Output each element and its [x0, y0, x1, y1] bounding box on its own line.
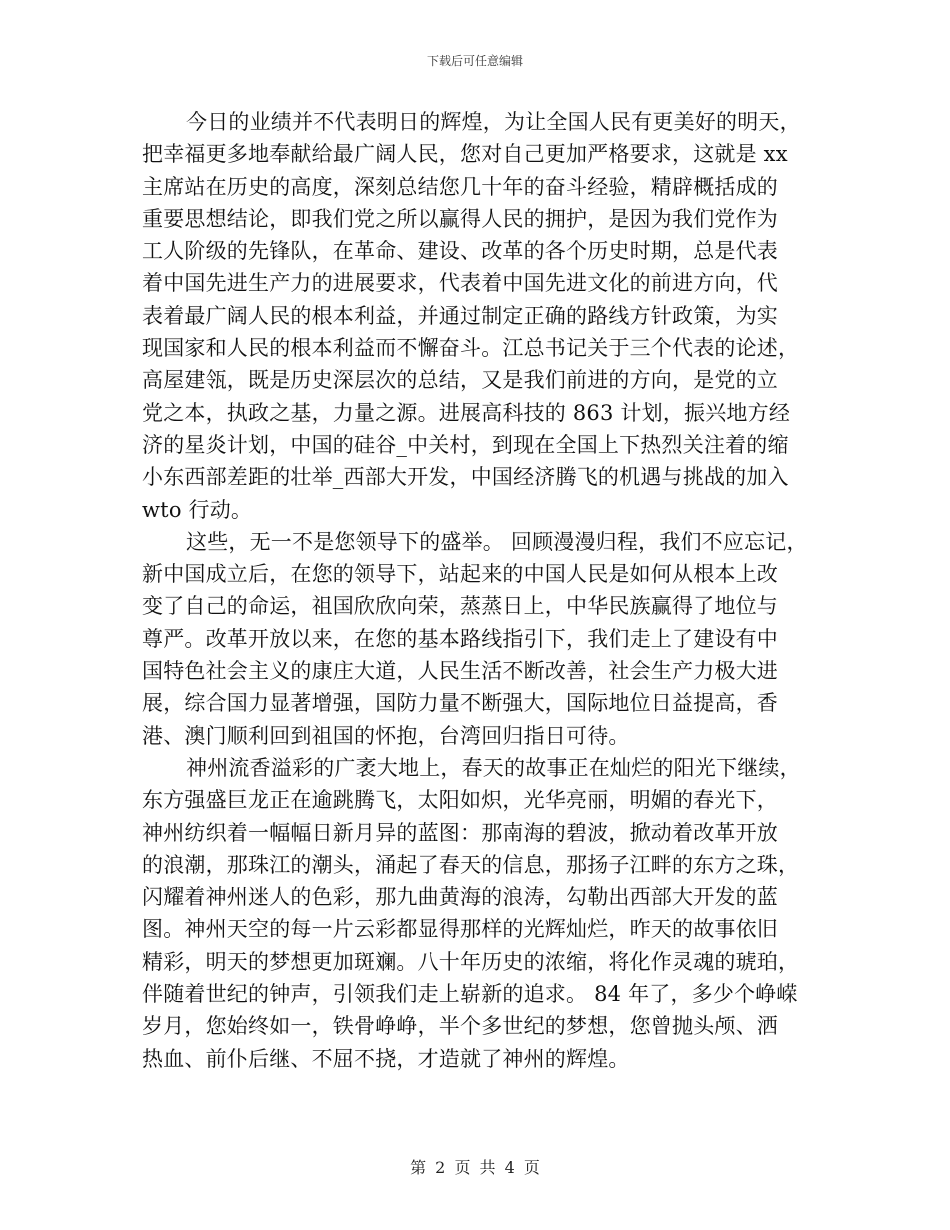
paragraph-line: 这些，无一不是您领导下的盛举。 回顾漫漫归程，我们不应忘记， — [186, 529, 808, 554]
paragraph-line: 展，综合国力显著增强，国防力量不断强大，国际地位日益提高，香 — [142, 691, 778, 716]
page-header: 下载后可任意编辑 — [426, 54, 523, 68]
paragraph-line: 图。神州天空的每一片云彩都显得那样的光辉灿烂，昨天的故事依旧 — [142, 917, 778, 942]
paragraph-line: 着中国先进生产力的进展要求，代表着中国先进文化的前进方向，代 — [142, 271, 778, 296]
page-number-footer: 第 2 页 共 4 页 — [410, 1158, 540, 1177]
paragraph-line: 工人阶级的先锋队，在革命、建设、改革的各个历史时期，总是代表 — [142, 239, 778, 264]
paragraph-line: 东方强盛巨龙正在逾跳腾飞，太阳如炽，光华亮丽，明媚的春光下， — [142, 788, 778, 813]
document-body — [142, 106, 822, 1075]
paragraph-line: 变了自己的命运，祖国欣欣向荣，蒸蒸日上，中华民族赢得了地位与 — [142, 594, 778, 619]
paragraph-line: 重要思想结论，即我们党之所以赢得人民的拥护，是因为我们党作为 — [142, 206, 778, 231]
paragraph-line: 尊严。改革开放以来，在您的基本路线指引下，我们走上了建设有中 — [142, 626, 778, 651]
paragraph-line: 热血、前仆后继、不屈不挠，才造就了神州的辉煌。 — [142, 1046, 630, 1071]
paragraph-line: 伴随着世纪的钟声，引领我们走上崭新的追求。 84 年了，多少个峥嵘 — [142, 982, 798, 1007]
paragraph-line: 现国家和人民的根本利益而不懈奋斗。江总书记关于三个代表的论述， — [142, 336, 800, 361]
paragraph-line: wto 行动。 — [142, 497, 253, 522]
paragraph-line: 今日的业绩并不代表明日的辉煌，为让全国人民有更美好的明天， — [186, 110, 801, 134]
paragraph-line: 闪耀着神州迷人的色彩，那九曲黄海的浪涛，勾勒出西部大开发的蓝 — [142, 885, 778, 910]
paragraph-line: 神州流香溢彩的广袤大地上，春天的故事正在灿烂的阳光下继续， — [186, 755, 801, 780]
paragraph-line: 港、澳门顺利回到祖国的怀抱，台湾回归指日可待。 — [142, 723, 630, 748]
paragraph-line: 新中国成立后，在您的领导下，站起来的中国人民是如何从根本上改 — [142, 562, 778, 587]
paragraph-line: 岁月，您始终如一，铁骨峥峥，半个多世纪的梦想，您曾抛头颅、洒 — [142, 1014, 778, 1039]
paragraph-1 — [142, 106, 822, 526]
paragraph-line: 济的星炎计划，中国的硅谷_中关村，到现在全国上下热烈关注着的缩 — [142, 432, 789, 457]
paragraph-line: 高屋建瓴，既是历史深层次的总结，又是我们前进的方向，是党的立 — [142, 368, 778, 393]
paragraph-line: 党之本，执政之基，力量之源。进展高科技的 863 计划，振兴地方经 — [142, 400, 791, 425]
paragraph-line: 的浪潮，那珠江的潮头，涌起了春天的信息，那扬子江畔的东方之珠， — [142, 852, 800, 877]
paragraph-line: 精彩，明天的梦想更加斑斓。八十年历史的浓缩，将化作灵魂的琥珀， — [142, 949, 800, 974]
paragraph-line: 国特色社会主义的康庄大道，人民生活不断改善，社会生产力极大进 — [142, 659, 778, 684]
paragraph-3 — [142, 752, 822, 1075]
paragraph-2 — [142, 526, 822, 752]
paragraph-line: 小东西部差距的壮举_西部大开发，中国经济腾飞的机遇与挑战的加入 — [142, 465, 789, 490]
paragraph-line: 神州纺织着一幅幅日新月异的蓝图：那南海的碧波，掀动着改革开放 — [142, 820, 778, 845]
paragraph-line: 把幸福更多地奉献给最广阔人民，您对自己更加严格要求，这就是 xx — [142, 142, 788, 167]
paragraph-line: 表着最广阔人民的根本利益，并通过制定正确的路线方针政策，为实 — [142, 303, 778, 328]
paragraph-line: 主席站在历史的高度，深刻总结您几十年的奋斗经验，精辟概括成的 — [142, 174, 778, 199]
